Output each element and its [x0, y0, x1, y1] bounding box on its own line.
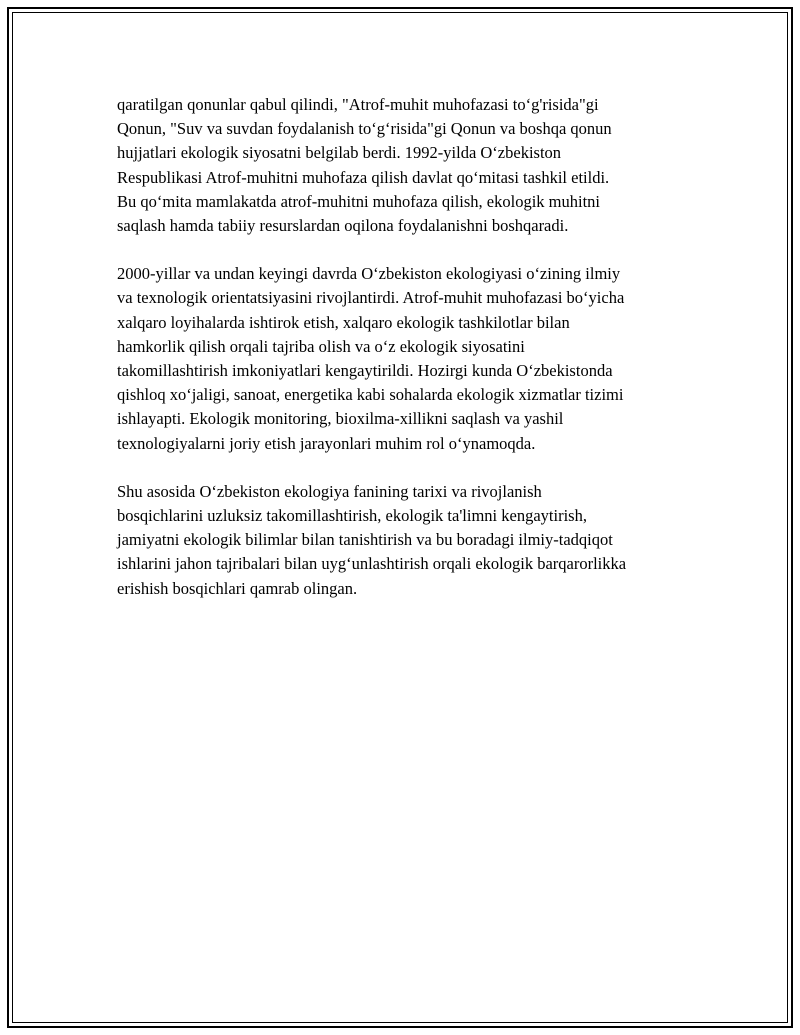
paragraph-2: 2000-yillar va undan keyingi davrda O‘zbekiston ekologiyasi o‘zining ilmiy va texnologik orientatsiyasini rivojlantirdi. Atrof-muhit muhofazasi bo‘yicha xalqaro loyihalarda ishtirok etish, xalqaro ekologik tashkilotlar bilan hamkorlik qilish orqali tajriba olish va o‘z ekologik siyosatini takomillashtirish imkoniyatlari kengaytirildi. Hozirgi kunda O‘zbekistonda qishloq xo‘jaligi, sanoat, energetika kabi sohalarda ekologik xizmatlar tizimi ishlayapti. Ekologik monitoring, bioxilma-xillikni saqlash va yashil texnologiyalarni joriy etish jarayonlari muhim rol o‘ynamoqda.: [117, 264, 625, 453]
paragraph-1: qaratilgan qonunlar qabul qilindi, "Atrof-muhit muhofazasi to‘g'risida"gi Qonun, "Suv va suvdan foydalanish to‘g‘risida"gi Qonun va boshqa qonun hujjatlari ekologik siyosatni belgilab berdi. 1992-yilda O‘zbekiston Respublikasi Atrof-muhitni muhofaza qilish davlat qo‘mitasi tashkil etildi. Bu qo‘mita mamlakatda atrof-muhitni muhofaza qilish, ekologik muhitni saqlash hamda tabiiy resurslardan oqilona foydalanishni boshqaradi.: [117, 95, 612, 236]
document-body: [117, 93, 697, 625]
paragraph-3: Shu asosida O‘zbekiston ekologiya fanining tarixi va rivojlanish bosqichlarini uzluksiz takomillashtirish, ekologik ta'limni kengaytirish, jamiyatni ekologik bilimlar bilan tanishtirish va bu boradagi ilmiy-tadqiqot ishlarini jahon tajribalari bilan uyg‘unlashtirish orqali ekologik barqarorlikka erishish bosqichlari qamrab olingan.: [117, 481, 627, 598]
